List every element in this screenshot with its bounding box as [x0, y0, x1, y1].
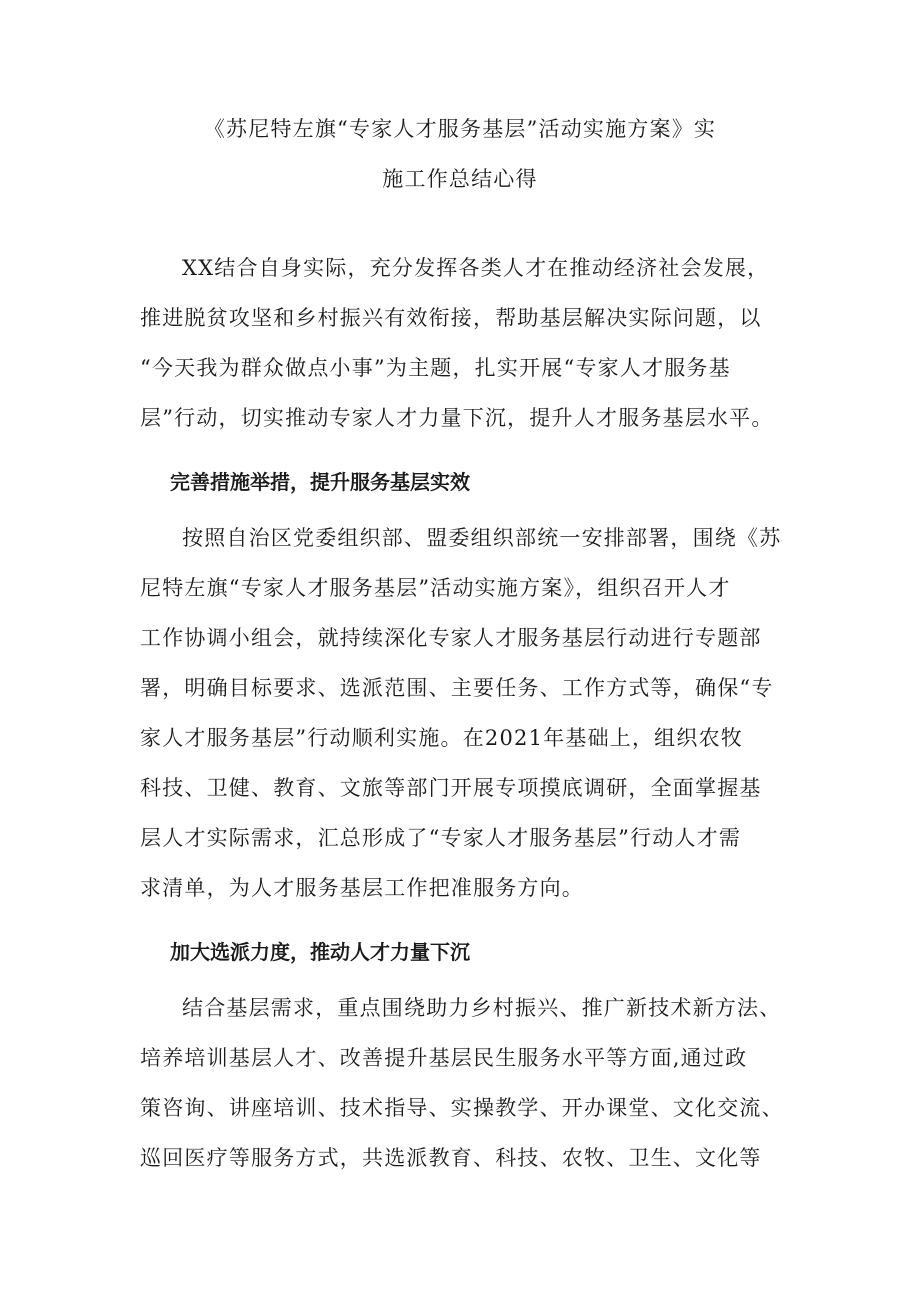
section1-line-1: 按照自治区党委组织部、盟委组织部统一安排部署，围绕《苏 [182, 526, 782, 550]
section2-line-1: 结合基层需求，重点围绕助力乡村振兴、推广新技术新方法、 [182, 996, 782, 1020]
intro-line-2: 推进脱贫攻坚和乡村振兴有效衔接，帮助基层解决实际问题，以 [140, 306, 762, 330]
intro-line-1: XX结合自身实际，充分发挥各类人才在推动经济社会发展， [182, 256, 770, 280]
intro-line-3: “今天我为群众做点小事”为主题，扎实开展“专家人才服务基 [140, 356, 731, 380]
section1-line-3: 工作协调小组会，就持续深化专家人才服务基层行动进行专题部 [140, 626, 762, 650]
section1-line-2: 尼特左旗“专家人才服务基层”活动实施方案》，组织召开人才 [140, 576, 731, 600]
section1-line-6: 科技、卫健、教育、文旅等部门开展专项摸底调研，全面掌握基 [140, 776, 762, 800]
document-title [140, 104, 780, 204]
document-body [140, 243, 800, 1183]
intro-line-4: 层”行动，切实推动专家人才力量下沉，提升人才服务基层水平。 [140, 406, 774, 430]
section2-line-2: 培养培训基层人才、改善提升基层民生服务水平等方面,通过政 [140, 1046, 748, 1070]
section1-line-8: 求清单，为人才服务基层工作把准服务方向。 [140, 876, 584, 900]
section1-paragraph [140, 513, 800, 913]
section2-line-3: 策咨询、讲座培训、技术指导、实操教学、开办课堂、文化交流、 [140, 1096, 784, 1120]
title-line-1: 《苏尼特左旗“专家人才服务基层”活动实施方案》实 [203, 117, 717, 141]
section1-line-7: 层人才实际需求，汇总形成了“专家人才服务基层”行动人才需 [140, 826, 742, 850]
section2-paragraph [140, 983, 800, 1183]
section2-heading: 加大选派力度，推动人才力量下沉 [170, 940, 470, 964]
section1-heading: 完善措施举措，提升服务基层实效 [170, 470, 470, 494]
intro-paragraph [140, 243, 800, 443]
section1-line-4: 署，明确目标要求、选派范围、主要任务、工作方式等，确保“专 [140, 676, 774, 700]
section2-line-4: 巡回医疗等服务方式，共选派教育、科技、农牧、卫生、文化等 [140, 1146, 762, 1170]
section1-line-5: 家人才服务基层”行动顺利实施。在2021年基础上，组织农牧 [140, 726, 743, 750]
title-line-2: 施工作总结心得 [382, 167, 538, 191]
